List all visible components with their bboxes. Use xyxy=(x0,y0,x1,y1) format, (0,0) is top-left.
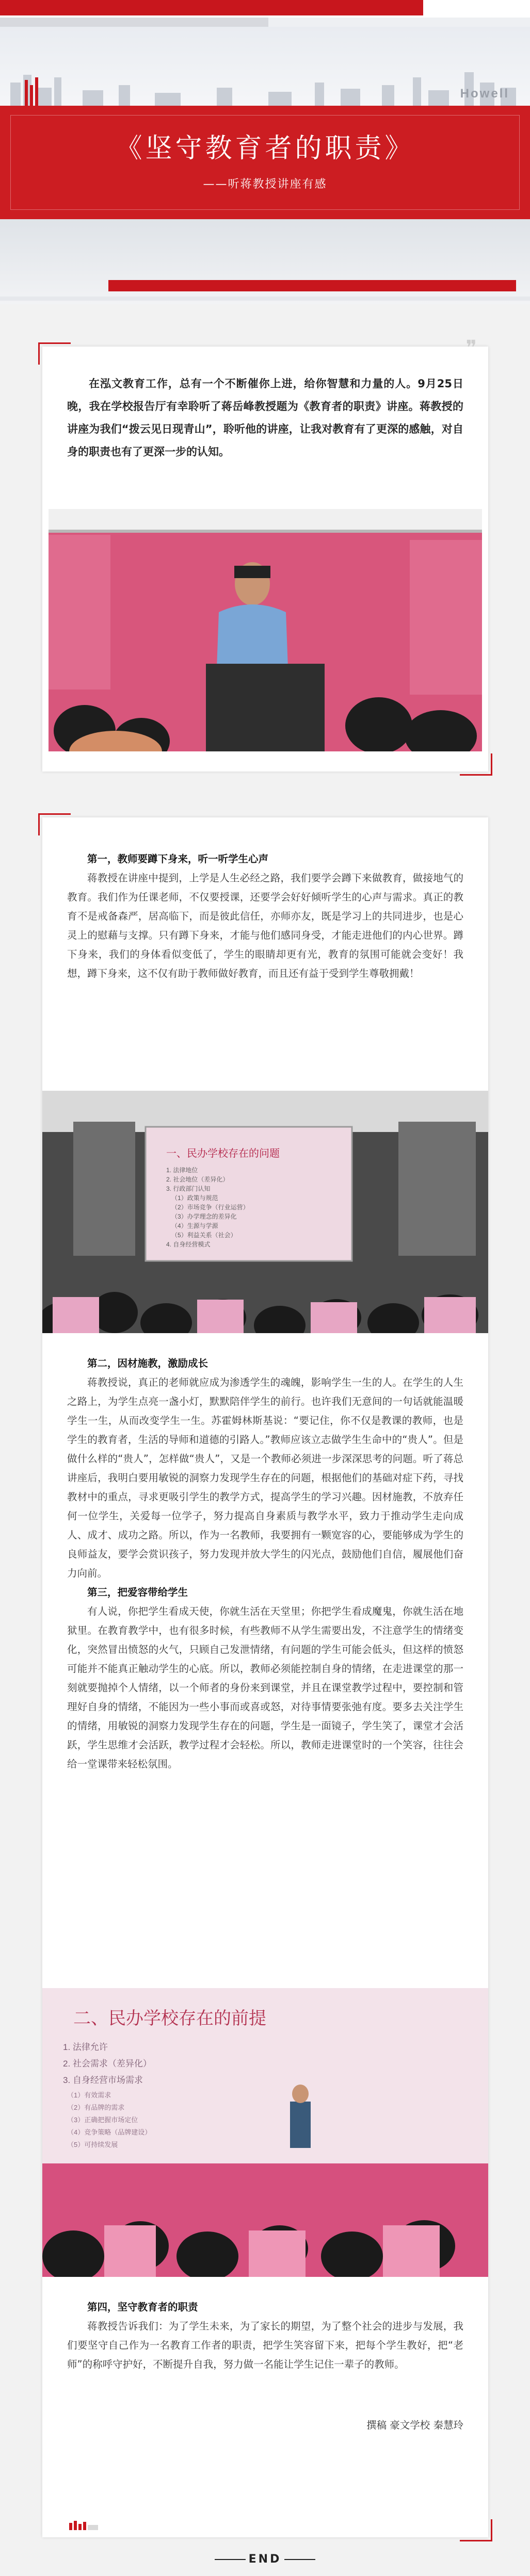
section-4-title: 第四，坚守教育者的职责 xyxy=(87,2301,198,2313)
slide-1-line: 2. 社会地位（差异化） xyxy=(166,1176,229,1183)
intro-paragraph: 在泓文教育工作，总有一个不断催你上进，给你智慧和力量的人。9月25日晚，我在学校报告厅有幸聆听了蒋岳峰教授题为《教育者的职责》讲座。蒋教授的讲座为我们“拨云见日现青山”，聆听他的讲座，让我对教育有了更深的感触，对自身的职责也有了更深一步的认知。 xyxy=(67,378,463,458)
lecture-photo-slide-1 xyxy=(42,1091,488,1333)
lecture-photo-slide-2 xyxy=(42,1988,488,2277)
red-bars-decoration xyxy=(69,2519,100,2530)
section-1-body: 蒋教授在讲座中提到，上学是人生必经之路，我们要学会蹲下来做教育，做接地气的教育。我们作为任课老师，不仅要授课，还要学会好好倾听学生的心声与需求。真正的教育不是戒备森严，居高临下，而是彼此信任，亦师亦友，既是学习上的共同进步，也是心灵上的慰藉与支撑。只有蹲下身来，才能与他们感同身受，才能走进他们的内心世界。蹲下身来，我们的身体看似变低了，学生的眼睛却更有光，教育的氛围可能就会变好！我想，蹲下身来，这不仅有助于教师做好教育，而且还有益于受到学生尊敬拥戴！ xyxy=(67,872,463,979)
section-1 xyxy=(67,849,463,983)
section-1-title: 第一，教师要蹲下身来，听一听学生心声 xyxy=(87,853,269,865)
header-banner xyxy=(0,0,530,304)
slide-1-line: （1）政策与规范 xyxy=(171,1194,218,1202)
slide-1-title: 一、民办学校存在的问题 xyxy=(166,1148,280,1159)
brand-text: Howell xyxy=(460,87,509,101)
corner-decoration xyxy=(38,813,71,835)
slide-2-line: （5）可持续发展 xyxy=(67,2141,118,2148)
banner-lower-image xyxy=(0,219,530,304)
section-3-body: 有人说，你把学生看成天使，你就生活在天堂里；你把学生看成魔鬼，你就生活在地狱里。在教育教学中，也有很多时候，有些教师不从学生需要出发，不注意学生的情绪变化，突然冒出愤怒的火气，只顾自己发泄情绪，有问题的学生可能会低头，但这样的愤怒可能并不能真正触动学生的心底。所以，教师必须能控制自身的情绪，在走进课堂的那一刻就要抛掉个人情绪，以一个师者的身份来到课堂，并且在课堂教学过程中，要控制和管理好自身的情绪，不能因为一些小事而或喜或怒，对待事情要张弛有度。要多去关注学生的情绪，用敏锐的洞察力发现学生存在的问题，学生是一面镜子，学生笑了，课堂才会活跃，学生思维才会活跃，教学过程才会轻松。所以，教师走进课堂时的一个笑容，往往会给一堂课带来轻松氛围。 xyxy=(67,1605,463,1770)
slide-2-line: 1. 法律允许 xyxy=(63,2042,108,2052)
end-line-left xyxy=(215,2559,246,2560)
section-3-title: 第三，把爱容带给学生 xyxy=(87,1586,188,1598)
slide-1-line: （3）办学理念的差异化 xyxy=(171,1213,237,1220)
slide-1-line: （4）生源与学源 xyxy=(171,1222,218,1229)
slide-2-line: （2）有品牌的需求 xyxy=(67,2104,125,2111)
end-text: END xyxy=(248,2553,282,2566)
page-subtitle: ——听蒋教授讲座有感 xyxy=(203,178,327,191)
slide-1-line: 1. 法律地位 xyxy=(166,1167,198,1174)
section-2-3 xyxy=(67,1354,463,1774)
slide-2-line: （3）正确把握市场定位 xyxy=(67,2116,138,2124)
slide-2-line: 3. 自身经营市场需求 xyxy=(63,2075,143,2085)
article-card xyxy=(42,817,488,2537)
slide-2-line: 2. 社会需求（差异化） xyxy=(63,2059,152,2069)
end-marker xyxy=(0,2553,530,2566)
section-4-body: 蒋教授告诉我们：为了学生未来，为了家长的期望，为了整个社会的进步与发展，我们要坚守自己作为一名教育工作者的职责，把学生笑容留下来，把每个学生教好，把“老师”的称呼守护好，不断提升自我，努力做一名能让学生记住一辈子的教师。 xyxy=(67,2320,463,2370)
slide-1-line: （2）市场竞争（行业运营） xyxy=(171,1204,249,1211)
lecture-photo-speaker xyxy=(49,509,482,751)
quote-icon: ❞ xyxy=(465,336,477,360)
intro-card xyxy=(42,336,488,772)
section-4 xyxy=(67,2298,463,2374)
slide-2-line: （1）有效需求 xyxy=(67,2091,111,2099)
section-2-title: 第二，因材施教，激励成长 xyxy=(87,1357,208,1369)
slide-1-line: 4. 自身经营模式 xyxy=(166,1241,211,1248)
page-title: 《坚守教育者的职责》 xyxy=(115,133,415,164)
section-2-body: 蒋教授说，真正的老师就应成为渗透学生的魂魄，影响学生一生的人。在学生的人生之路上，为学生点亮一盏小灯，默默陪伴学生的前行。也许我们无意间的一句话就能温暖学生一生，从而改变学生一生。苏霍姆林斯基说：“要记住，你不仅是教课的教师，也是学生的教育者，生活的导师和道德的引路人。”教师应该立志做学生生命中的“贵人”。但是做什么样的“贵人”，怎样做“贵人”，又是一个教师必须进一步深深思考的问题。听了蒋总讲座后，我明白要用敏锐的洞察力发现学生存在的问题，根据他们的基础对症下药，寻找教材中的重点，寻求更吸引学生的教学方式，提高学生的学习兴趣。因材施教，不放弃任何一位学生，关爱每一位学子，努力提高自身素质与教学水平，致力于推动学生走向成人、成才、成功之路。所以，作为一名教师，我要拥有一颗宽容的心，要能够成为学生的良师益友，要学会赏识孩子，努力发现并放大学生的闪光点，鼓励他们自信，履展他们奋力向前。 xyxy=(67,1376,463,1579)
corner-decoration xyxy=(460,2519,492,2541)
slide-1-line: 3. 行政部门认知 xyxy=(166,1185,211,1192)
end-line-right xyxy=(284,2559,315,2560)
slide-2-line: （4）竞争策略（品牌建设） xyxy=(67,2128,152,2136)
corner-decoration xyxy=(38,342,71,365)
slide-2-title: 二、民办学校存在的前提 xyxy=(73,2009,266,2028)
top-decor-bar xyxy=(0,0,530,18)
signature: 撰稿 豪文学校 秦慧玲 xyxy=(366,2419,463,2431)
slide-1-line: （5）利益关系（社会） xyxy=(171,1232,237,1239)
corner-decoration xyxy=(460,753,492,776)
